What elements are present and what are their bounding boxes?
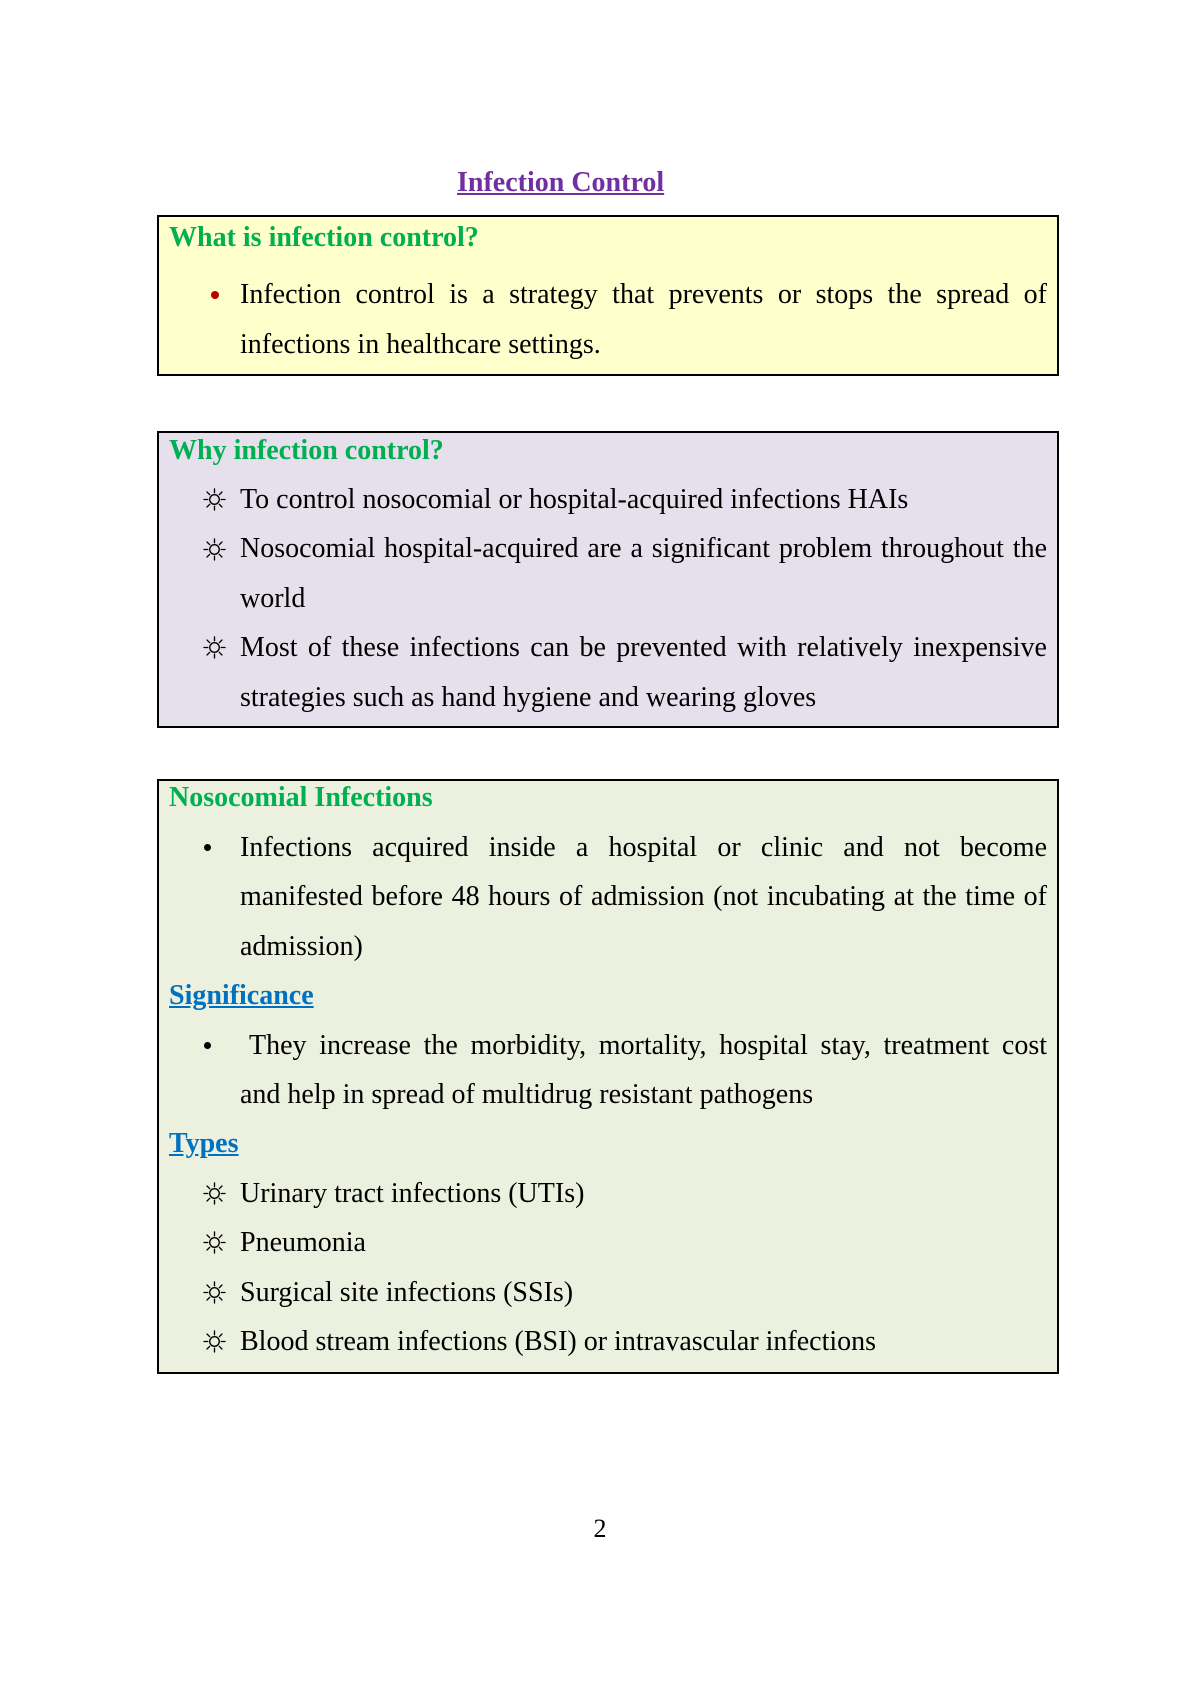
list-item: [169, 1021, 1047, 1120]
content-list: [169, 823, 1047, 1366]
item-text-line: Infections acquired inside a hospital or clinic and not become: [240, 832, 1047, 863]
list-item: [169, 475, 1047, 524]
item-text-line: world: [240, 582, 306, 614]
sun-icon: [203, 1182, 226, 1205]
item-text-line: admission): [240, 930, 363, 962]
item-text-line: Urinary tract infections (UTIs): [240, 1177, 585, 1209]
sun-icon: [203, 1330, 226, 1353]
list-item: [169, 1268, 1047, 1317]
bullet-icon: [204, 1042, 211, 1049]
item-text-line: Infection control is a strategy that prevents or stops the spread of: [240, 279, 1047, 310]
significance-heading: Significance: [169, 980, 314, 1012]
list-item: [169, 1317, 1047, 1366]
sun-icon: [203, 488, 226, 511]
list-item: [169, 1218, 1047, 1267]
list-item: [169, 1169, 1047, 1218]
item-text-line: and help in spread of multidrug resistant pathogens: [240, 1079, 814, 1111]
bullet-list: [169, 475, 1047, 722]
red-dot-icon: [211, 291, 219, 299]
list-item: [169, 623, 1047, 722]
what-is-infection-control-box: [157, 215, 1059, 376]
item-text-line: They increase the morbidity, mortality, hospital stay, treatment cost: [249, 1029, 1047, 1061]
sun-icon: [203, 1281, 226, 1304]
box-heading: Nosocomial Infections: [169, 782, 433, 813]
item-text-line: manifested before 48 hours of admission (not incubating at the time of: [240, 881, 1047, 913]
item-text-line: Pneumonia: [240, 1227, 366, 1259]
list-item: [169, 823, 1047, 971]
item-text-line: infections in healthcare settings.: [240, 329, 601, 360]
item-text-line: Most of these infections can be prevented with relatively inexpensive: [240, 632, 1047, 664]
box-heading: Why infection control?: [169, 435, 444, 466]
box-heading: What is infection control?: [169, 222, 479, 253]
bullet-list: [169, 270, 1047, 370]
item-text-line: Nosocomial hospital-acquired are a significant problem throughout the: [240, 533, 1047, 565]
sun-icon: [203, 1231, 226, 1254]
types-heading: Types: [169, 1128, 239, 1160]
item-text-line: To control nosocomial or hospital-acquired infections HAIs: [240, 484, 909, 515]
page-title: Infection Control: [457, 167, 665, 198]
bullet-icon: [204, 844, 211, 851]
why-infection-control-box: [157, 431, 1059, 728]
nosocomial-infections-box: [157, 779, 1059, 1374]
item-text-line: strategies such as hand hygiene and wearing gloves: [240, 681, 817, 713]
list-item: [169, 524, 1047, 623]
item-text-line: Surgical site infections (SSIs): [240, 1276, 574, 1308]
item-text-line: Blood stream infections (BSI) or intravascular infections: [240, 1326, 877, 1358]
page-number: 2: [593, 1514, 607, 1543]
sun-icon: [203, 538, 226, 561]
sun-icon: [203, 636, 226, 659]
list-item: [169, 270, 1047, 370]
